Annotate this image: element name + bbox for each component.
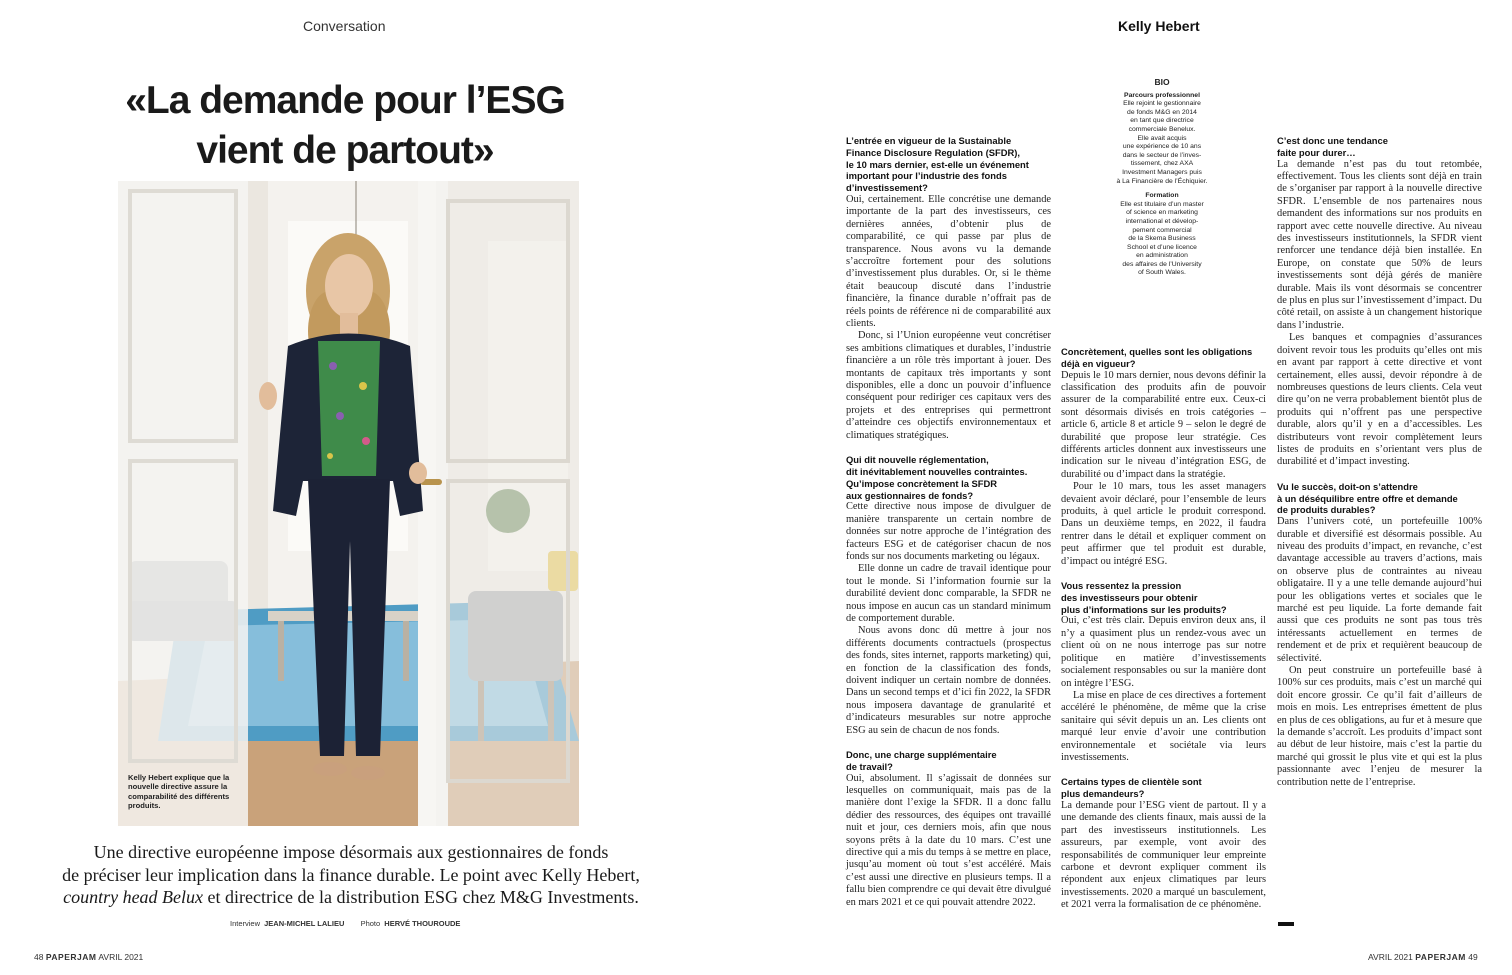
- question-line: important pour l’industrie des fonds: [846, 170, 1007, 182]
- interview-question: [1277, 135, 1482, 159]
- interview-label: Interview: [230, 919, 261, 928]
- title-line-1: «La demande pour l’ESG: [125, 79, 565, 122]
- lead-paragraph: [20, 841, 682, 909]
- interview-name: JEAN-MICHEL LALIEU: [264, 919, 345, 928]
- answer-paragraph: Elle donne un cadre de travail identique pour tout le monde. Si l’information fournie sur la durabilité devient donc comparable, la SFDR ne nous impose en aucun cas un standard minimum de comportement durable.: [846, 563, 1051, 624]
- bio-line: de fonds M&G en 2014: [1127, 108, 1197, 116]
- question-line: plus d’informations sur les produits?: [1061, 603, 1227, 615]
- issue-date: AVRIL 2021: [1368, 952, 1413, 962]
- question-line: faite pour durer…: [1277, 146, 1356, 158]
- page-number: 48: [34, 952, 44, 962]
- qa-block: [1061, 346, 1266, 568]
- answer-paragraph: Oui, absolument. Il s’agissait de données sur lesquelles on communiquait, mais pas de la manière dont l’exige la SFDR. Il a donc fallu dédier des ressources, des équipes ont travaillé nuit et jour, ces derniers mois, afin que nous soyons prêts à la date du 10 mars. C’est une directive qui a mis du temps à se mettre en place, jusqu’au moment où tout s’est accéléré. Mais c’est aussi une directive en plusieurs temps. Il a fallu bien comprendre ce qui devait être divulgué en mars 2021 et ce qui pouvait attendre 2022.: [846, 772, 1051, 908]
- bio-line: dans le secteur de l’inves-: [1122, 151, 1202, 159]
- qa-block: [1061, 776, 1266, 911]
- question-line: le 10 mars dernier, est-elle un événement: [846, 158, 1029, 170]
- question-line: Qu’impose concrètement la SFDR: [846, 477, 998, 489]
- portrait-illustration: [118, 181, 579, 826]
- bio-education-text: [1112, 201, 1212, 278]
- brand-name: PAPERJAM: [1415, 952, 1466, 962]
- photo-caption: Kelly Hebert explique que la nouvelle directive assure la comparabilité des différents produits.: [128, 773, 230, 810]
- answer-paragraph: La demande pour l’ESG vient de partout. Il y a une demande des clients finaux, mais aussi de la part des investisseurs institutionnels. Les assureurs, par exemple, vont avoir des responsabilités de communiquer leur empreinte carbone et devront expliquer comment ils répondent aux enjeux climatiques par leurs investissements. 2020 a marqué un basculement, et 2021 verra la formalisation de ce phénomène.: [1061, 799, 1266, 911]
- question-line: dit inévitablement nouvelles contraintes.: [846, 465, 1028, 477]
- photo-name: HERVÉ THOUROUDE: [384, 919, 461, 928]
- bio-line: Elle est titulaire d’un master: [1120, 200, 1204, 208]
- section-label: Conversation: [303, 18, 386, 34]
- interview-question: [1277, 481, 1482, 516]
- answer-paragraph: Donc, si l’Union européenne veut concrétiser ses ambitions climatiques et durables, l’industrie financière a un rôle très important à jouer. Des montants de capitaux très importants y sont disponibles, elle a donc un pouvoir d’influence conséquent pour rediriger ces capitaux vers des projets et des entreprises qui permettront d’atteindre ces objectifs environnementaux et climatiques stratégiques.: [846, 330, 1051, 441]
- answer-paragraph: La demande n’est pas du tout retombée, effectivement. Tous les clients sont déjà en train de s’organiser par rapport à la nouvelle directive SFDR. L’ensemble de nos partenaires nous demandent des informations sur nos produits en rapport avec cette nouvelle directive. Au niveau des investisseurs institutionnels, la SFDR vient renforcer une tendance déjà bien installée. En Europe, on constate que 50% de leurs investissements sont déjà gérés de manière durable. Mais ils vont désormais se concentrer de plus en plus sur l’investissement d’impact. Du côté retail, on assiste à un changement historique dans l’industrie.: [1277, 158, 1482, 331]
- folio-right: [1368, 952, 1478, 962]
- answer-paragraph: Depuis le 10 mars dernier, nous devons définir la classification des produits afin de pouvoir assurer de la comparabilité entre eux. Ceux-ci sont désormais divisés en trois catégories – article 6, article 8 et article 9 – selon le degré de durabilité que propose leur stratégie. Ces différents articles donnent aux investisseurs une indication sur le niveau d’intégration ESG, de durabilité ou d’impact dans la stratégie.: [1061, 369, 1266, 480]
- question-line: Certains types de clientèle sont: [1061, 776, 1202, 788]
- answer-paragraph: Dans l’univers coté, un portefeuille 100% durable et diversifié est désormais possible. Au niveau des produits d’impact, en revanche, c’est davantage accessible au travers d’actions, mais on observe plus de contraintes au niveau obligataire. Il y a une telle demande aujourd’hui pour les obligations vertes et sociales que le marché est peu liquide. La forte demande fait aussi que ces produits ne sont pas tous très intéressants actuellement en termes de rendement et de prix et requièrent beaucoup de sélectivité.: [1277, 516, 1482, 664]
- bio-line: à La Financière de l’Échiquier.: [1116, 177, 1208, 185]
- bio-line: pement commercial: [1132, 226, 1192, 234]
- question-line: d’investissement?: [846, 182, 928, 194]
- lead-line: [20, 886, 682, 909]
- credits: [230, 919, 460, 928]
- bio-line: de la Skema Business: [1128, 235, 1196, 243]
- bio-line: of South Wales.: [1138, 269, 1186, 277]
- bio-career-title: Parcours professionnel: [1124, 91, 1200, 99]
- interview-question: [1061, 346, 1266, 370]
- question-line: de travail?: [846, 760, 893, 772]
- question-line: des investisseurs pour obtenir: [1061, 591, 1198, 603]
- answer-paragraph: La mise en place de ces directives a fortement accéléré le phénomène, de même que la crise sanitaire qui sévit depuis un an. Les clients ont marqué leur envie d’avoir une contribution environnementale et sociétale via leurs investissements.: [1061, 689, 1266, 763]
- title-line-2: vient de partout»: [196, 129, 494, 172]
- interview-question: [1061, 580, 1266, 615]
- bio-line: en tant que directrice: [1130, 117, 1194, 125]
- issue-date: AVRIL 2021: [98, 952, 144, 962]
- qa-block: [846, 749, 1051, 909]
- interview-question: [846, 135, 1051, 194]
- question-line: de produits durables?: [1277, 504, 1376, 516]
- bio-line: tissement, chez AXA: [1130, 160, 1194, 168]
- question-line: déjà en vigueur?: [1061, 357, 1136, 369]
- question-line: L’entrée en vigueur de la Sustainable: [846, 135, 1012, 146]
- bio-line: Investment Managers puis: [1122, 168, 1202, 176]
- question-line: Donc, une charge supplémentaire: [846, 749, 997, 761]
- bio-line: of science en marketing: [1126, 209, 1198, 217]
- question-line: aux gestionnaires de fonds?: [846, 489, 974, 501]
- end-of-article-mark: [1278, 922, 1294, 926]
- question-line: à un déséquilibre entre offre et demande: [1277, 492, 1458, 504]
- answer-paragraph: On peut construire un portefeuille basé à 100% sur ces produits, mais c’est un marché qui doit encore grossir. Ce qu’il fait d’ailleurs de mois en mois. Les entreprises émettent de plus en plus de ces obligations, au fur et à mesure que la demande s’accroît. Les produits d’impact sont au début de leur histoire, mais c’est la partie du marché qui grossit le plus vite et qui est la plus passionnante avec l’enjeu de mesurer la contribution nette de l’entreprise.: [1277, 665, 1482, 788]
- question-line: plus demandeurs?: [1061, 788, 1145, 800]
- question-line: C’est donc une tendance: [1277, 135, 1388, 146]
- article-column-3: [1277, 135, 1482, 801]
- portrait-photo: [118, 181, 579, 826]
- bio-line: School et d’une licence: [1127, 243, 1197, 251]
- answer-paragraph: Les banques et compagnies d’assurances doivent revoir tous les produits qu’elles ont mis en avant par rapport à cette directive et vont certainement, elles aussi, devoir répondre à de nombreuses questions de leurs clients. Cela veut dire qu’on ne verra probablement bientôt plus de produits qui n’offrent pas une perspective durable, alors qu’il y en a d’accessibles. Les distributeurs vont revoir complètement leurs listes de produits en s’orientant vers plus de durabilité et d’impact investing.: [1277, 332, 1482, 468]
- lead-line: Une directive européenne impose désormais aux gestionnaires de fonds: [93, 842, 609, 862]
- question-line: Vous ressentez la pression: [1061, 580, 1182, 592]
- question-line: Qui dit nouvelle réglementation,: [846, 454, 989, 466]
- question-line: Finance Disclosure Regulation (SFDR),: [846, 146, 1020, 158]
- bio-line: en administration: [1136, 252, 1188, 260]
- bio-education-title: Formation: [1145, 192, 1179, 200]
- lead-italic: country head Belux: [63, 887, 204, 907]
- page-number: 49: [1468, 952, 1478, 962]
- bio-line: international et dévelop-: [1125, 217, 1199, 225]
- article-column-1: [846, 135, 1051, 921]
- qa-block: [846, 135, 1051, 442]
- running-head-subject: Kelly Hebert: [1118, 18, 1200, 34]
- answer-paragraph: Oui, certainement. Elle concrétise une demande importante de la part des investisseurs, ces dernières années, d’obtenir plus de comparabilité, ce qui passe par plus de transparence. Nous avons vu la demande s’accroître fortement pour des solutions d’investissement plus durables. Or, si le thème était beaucoup discuté dans l’industrie financière, la finance durable n’offrait pas de réels points de référence ni de comparabilité aux clients.: [846, 193, 1051, 330]
- question-line: Vu le succès, doit-on s’attendre: [1277, 480, 1418, 492]
- interview-question: [846, 454, 1051, 501]
- answer-paragraph: Nous avons donc dû mettre à jour nos différents documents contractuels (prospectus des fonds, sites internet, rapports marketing) qui, en fonction de la classification des fonds, doivent indiquer un certain nombre de données. Dans un second temps et d’ici fin 2022, la SFDR nous imposera davantage de granularité et d’indicateurs mesurables sur notre approche ESG au sein de chacun de nos fonds.: [846, 625, 1051, 736]
- qa-block: [1061, 580, 1266, 764]
- lead-line-rest: et directrice de la distribution ESG chez M&G Investments.: [203, 887, 639, 907]
- folio-left: [34, 952, 143, 962]
- interview-question: [1061, 776, 1266, 800]
- bio-box: [1112, 78, 1212, 284]
- bio-line: Elle rejoint le gestionnaire: [1123, 100, 1201, 108]
- qa-block: [846, 454, 1051, 737]
- bio-line: des affaires de l’University: [1122, 260, 1202, 268]
- article-title: [80, 76, 610, 176]
- brand-name: PAPERJAM: [45, 952, 97, 962]
- qa-block: [1277, 481, 1482, 789]
- lead-line: de préciser leur implication dans la finance durable. Le point avec Kelly Hebert,: [62, 864, 640, 885]
- answer-paragraph: Oui, c’est très clair. Depuis environ deux ans, il n’y a quasiment plus un rendez-vous avec un client où on ne nous interroge pas sur notre politique en matière d’investissements socialement responsables ou sur la manière dont on intègre l’ESG.: [1061, 615, 1266, 689]
- answer-paragraph: Cette directive nous impose de divulguer de manière transparente un certain nombre de données sur notre approche de l’intégration des facteurs ESG et de catégoriser chacun de nos fonds sur nos documents marketing ou légaux.: [846, 501, 1051, 562]
- bio-heading: BIO: [1154, 77, 1170, 87]
- interview-question: [846, 749, 1051, 773]
- question-line: Concrètement, quelles sont les obligations: [1061, 346, 1253, 357]
- bio-line: Elle avait acquis: [1137, 134, 1187, 142]
- article-column-2: [1061, 346, 1266, 924]
- bio-line: commerciale Benelux.: [1128, 125, 1196, 133]
- qa-block: [1277, 135, 1482, 469]
- bio-line: une expérience de 10 ans: [1122, 143, 1202, 151]
- photo-label: Photo: [360, 919, 381, 928]
- bio-career-text: [1112, 100, 1212, 186]
- answer-paragraph: Pour le 10 mars, tous les asset managers devaient avoir déclaré, pour l’ensemble de leurs produits, à quel article le produit correspond. Dans un deuxième temps, en 2022, il faudra rentrer dans le détail et expliquer comment on peut affirmer que tel produit est durable, d’impact ou intégré ESG.: [1061, 481, 1266, 567]
